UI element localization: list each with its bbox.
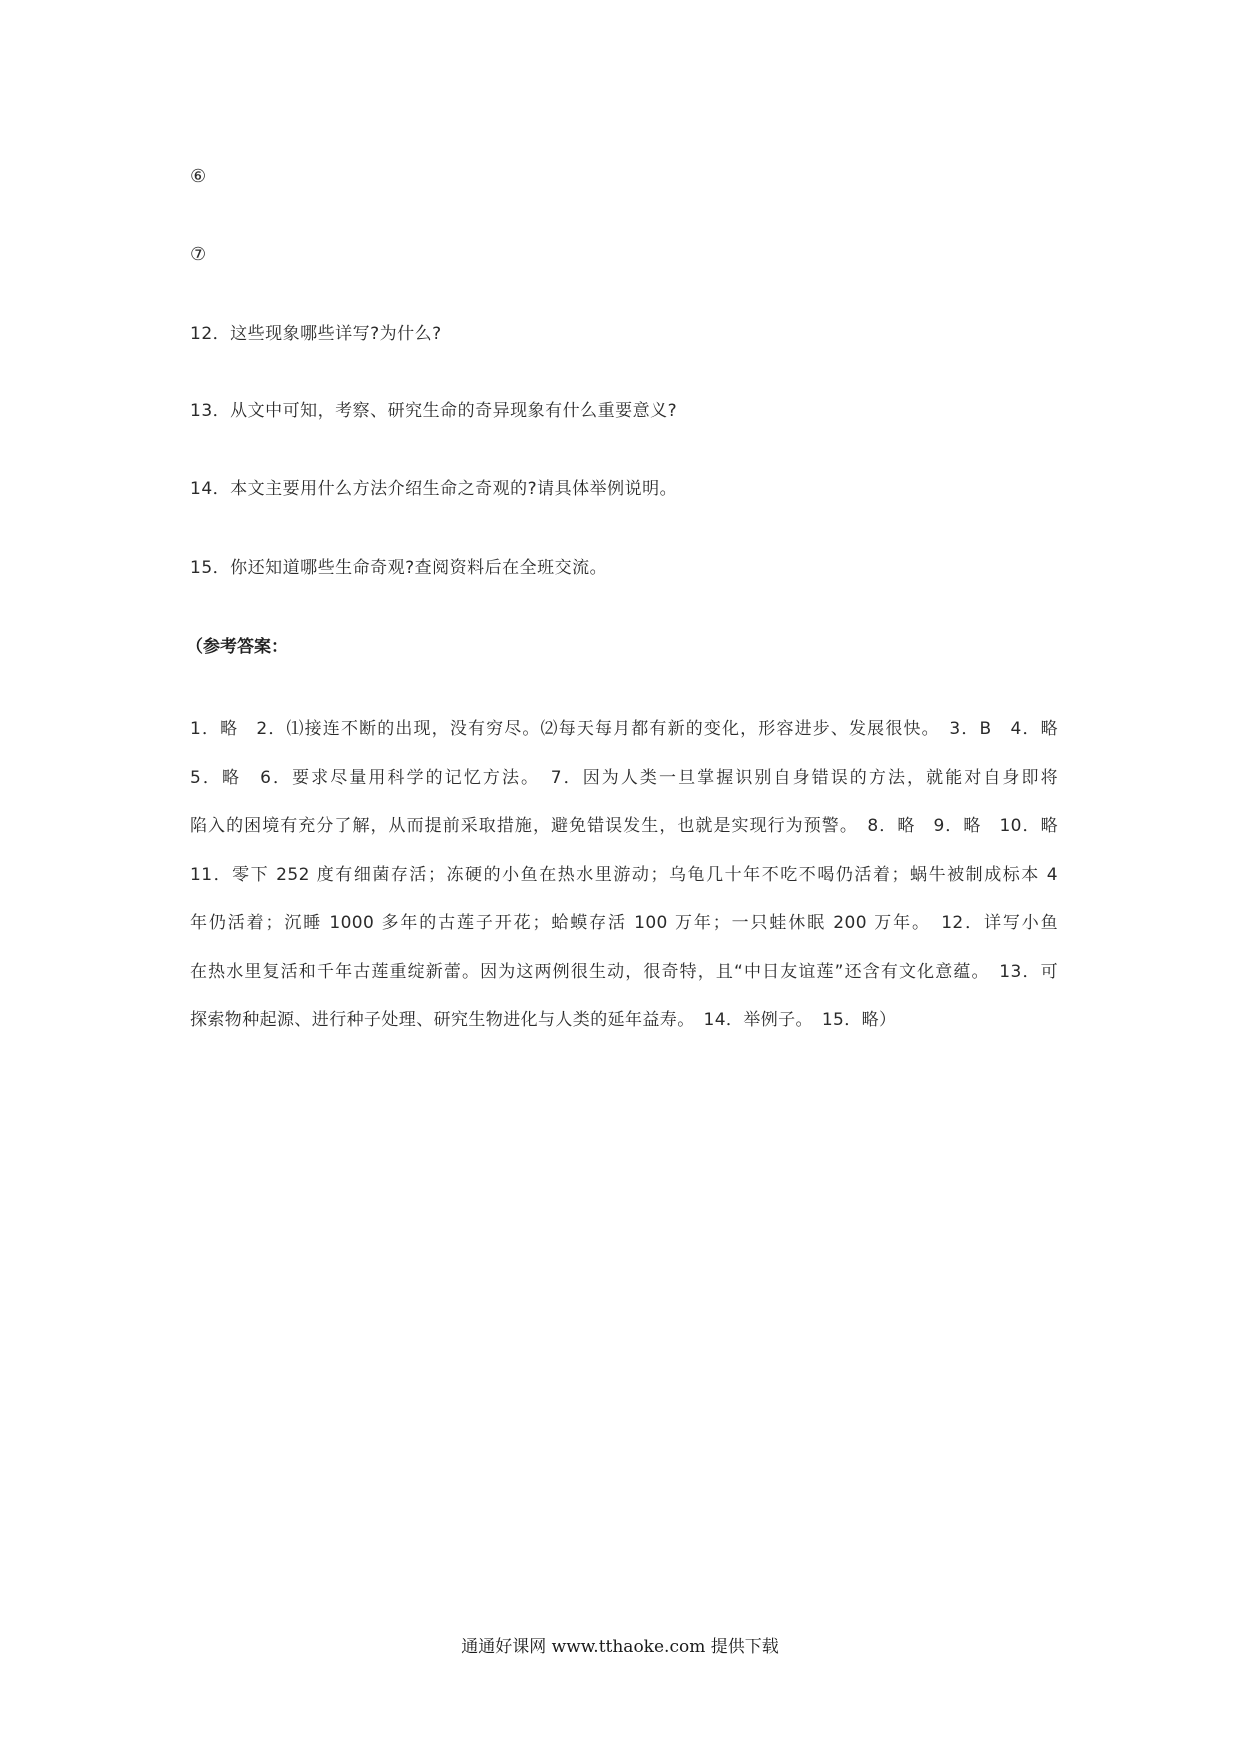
answer-line: 年仍活着；沉睡 1000 多年的古莲子开花；蛤蟆存活 100 万年；一只蛙休眠 200 万年。 12．详写小鱼 (190, 913, 1058, 933)
question-13: 13．从文中可知，考察、研究生命的奇异现象有什么重要意义? (190, 401, 678, 421)
answer-line: 5．略 6．要求尽量用科学的记忆方法。 7．因为人类一旦掌握识别自身错误的方法，就能对自身即将 (190, 767, 1058, 788)
footer-source-note: 通通好课网 www.tthaoke.com 提供下载 (461, 1637, 779, 1657)
question-12: 12．这些现象哪些详写?为什么? (190, 324, 442, 344)
reference-answers-title: （参考答案： (186, 637, 288, 657)
question-15: 15．你还知道哪些生命奇观?查阅资料后在全班交流。 (190, 558, 608, 578)
circled-number-6: ⑥ (190, 166, 207, 187)
answer-line: 1．略 2．⑴接连不断的出现，没有穷尽。⑵每天每月都有新的变化，形容进步、发展很快。 3．B 4．略 (190, 719, 1058, 739)
answer-line: 探索物种起源、进行种子处理、研究生物进化与人类的延年益寿。 14．举例子。 15．略） (190, 1010, 897, 1030)
answer-line: 陷入的困境有充分了解，从而提前采取措施，避免错误发生，也就是实现行为预警。 8．略 9．略 10．略 (190, 816, 1058, 836)
circled-number-7: ⑦ (190, 244, 207, 265)
answer-line: 11．零下 252 度有细菌存活；冻硬的小鱼在热水里游动；乌龟几十年不吃不喝仍活着；蜗牛被制成标本 4 (190, 864, 1058, 885)
reference-answers-body (190, 705, 1058, 1045)
answer-line: 在热水里复活和千年古莲重绽新蕾。因为这两例很生动，很奇特，且“中日友谊莲”还含有文化意蕴。 13．可 (190, 961, 1058, 982)
question-14: 14．本文主要用什么方法介绍生命之奇观的?请具体举例说明。 (190, 479, 678, 499)
